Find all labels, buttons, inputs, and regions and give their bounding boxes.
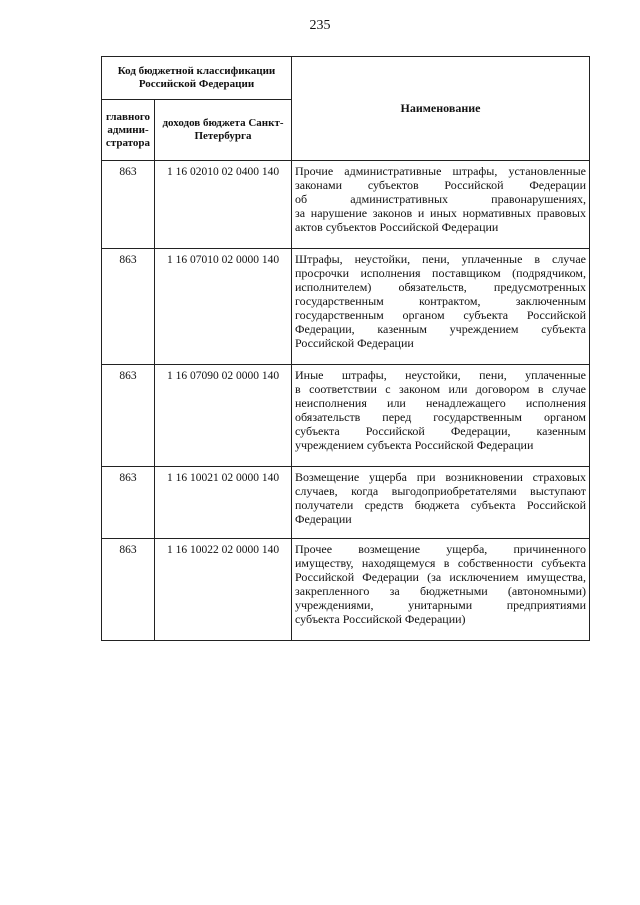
name-cell	[292, 249, 590, 365]
page-number: 235	[309, 18, 331, 33]
table-row	[102, 467, 590, 539]
name-line: получатели средств бюджета субъекта Российской	[295, 498, 586, 512]
name-line: Штрафы, неустойки, пени, уплаченные в случае	[295, 252, 586, 266]
admin-code-cell: 863	[102, 539, 155, 641]
name-line: за нарушение законов и иных нормативных правовых	[295, 206, 586, 220]
table-row	[102, 161, 590, 249]
name-line: Прочее возмещение ущерба, причиненного	[295, 542, 586, 556]
header-admin: главного админи-стратора	[102, 100, 155, 161]
budget-classification-table	[101, 56, 589, 641]
name-line: Иные штрафы, неустойки, пени, уплаченные	[295, 368, 586, 382]
header-income: доходов бюджета Санкт-Петербурга	[155, 100, 292, 161]
table-row	[102, 365, 590, 467]
name-line: Федерации, казенным учреждением субъекта	[295, 322, 586, 336]
name-cell	[292, 539, 590, 641]
classification-table	[101, 56, 590, 641]
name-line: учреждениями, унитарными предприятиями	[295, 598, 586, 612]
header-code-group: Код бюджетной классификации Российской Федерации	[102, 57, 292, 100]
name-line: Федерации	[295, 512, 352, 526]
name-line: случаев, когда выгодоприобретателями выступают	[295, 484, 586, 498]
name-line: субъекта Российской Федерации, казенным	[295, 424, 586, 438]
income-code-cell: 1 16 02010 02 0400 140	[155, 161, 292, 249]
name-line: государственным органом субъекта Российской	[295, 308, 586, 322]
name-cell	[292, 365, 590, 467]
admin-code-cell: 863	[102, 161, 155, 249]
name-cell	[292, 161, 590, 249]
name-line: актов субъектов Российской Федерации	[295, 220, 499, 234]
name-line: в соответствии с законом или договором в случае	[295, 382, 586, 396]
income-code-cell: 1 16 10022 02 0000 140	[155, 539, 292, 641]
name-cell	[292, 467, 590, 539]
name-line: исполнителем) обязательств, предусмотренных	[295, 280, 586, 294]
name-line: Российской Федерации (за исключением имущества,	[295, 570, 586, 584]
name-line: субъекта Российской Федерации)	[295, 612, 466, 626]
name-line: Возмещение ущерба при возникновении страховых	[295, 470, 586, 484]
table-row	[102, 249, 590, 365]
name-line: неисполнения или ненадлежащего исполнения	[295, 396, 586, 410]
name-line: обязательств перед государственным органом	[295, 410, 586, 424]
name-line: об административных правонарушениях,	[295, 192, 586, 206]
header-name: Наименование	[292, 57, 590, 161]
name-line: государственным контрактом, заключенным	[295, 294, 586, 308]
income-code-cell: 1 16 07010 02 0000 140	[155, 249, 292, 365]
table-header-row	[102, 57, 590, 100]
admin-code-cell: 863	[102, 365, 155, 467]
name-line: просрочки исполнения поставщиком (подрядчиком,	[295, 266, 586, 280]
name-line: Прочие административные штрафы, установленные	[295, 164, 586, 178]
name-line: имуществу, находящемуся в собственности субъекта	[295, 556, 586, 570]
name-line: Российской Федерации	[295, 336, 414, 350]
income-code-cell: 1 16 10021 02 0000 140	[155, 467, 292, 539]
name-line: законами субъектов Российской Федерации	[295, 178, 586, 192]
income-code-cell: 1 16 07090 02 0000 140	[155, 365, 292, 467]
table-row	[102, 539, 590, 641]
table-body	[102, 161, 590, 641]
admin-code-cell: 863	[102, 249, 155, 365]
name-line: закрепленного за бюджетными (автономными)	[295, 584, 586, 598]
admin-code-cell: 863	[102, 467, 155, 539]
name-line: учреждением субъекта Российской Федерации	[295, 438, 534, 452]
